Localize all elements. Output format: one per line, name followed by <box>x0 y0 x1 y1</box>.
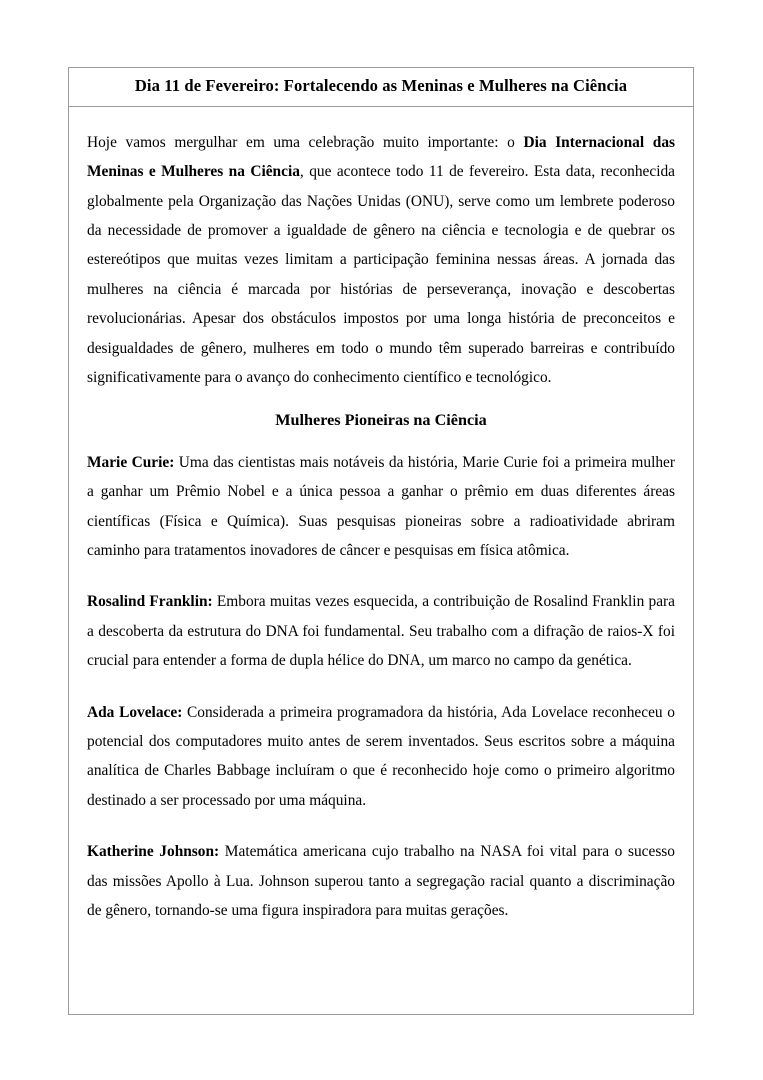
document-page <box>68 67 694 1015</box>
pioneer-paragraph-katherine-johnson <box>87 837 675 925</box>
pioneer-name-rosalind-franklin: Rosalind Franklin: <box>87 593 213 611</box>
body-area <box>77 107 685 926</box>
section-heading: Mulheres Pioneiras na Ciência <box>275 411 487 430</box>
pioneer-text-rosalind-franklin: Embora muitas vezes esquecida, a contribuição de Rosalind Franklin para a descoberta da estrutura do DNA foi fundamental. Seu trabalho com a difração de raios-X foi crucial para entender a forma de dupla hélice do DNA, um marco no campo da genética. <box>87 593 675 670</box>
pioneer-text-marie-curie: Uma das cientistas mais notáveis da história, Marie Curie foi a primeira mulher a ganhar um Prêmio Nobel e a única pessoa a ganhar o prêmio em duas diferentes áreas científicas (Física e Química). Suas pesquisas pioneiras sobre a radioatividade abriram caminho para tratamentos inovadores de câncer e pesquisas em física atômica. <box>87 453 675 560</box>
intro-bold-phrase: Dia Internacional das Meninas e Mulheres na Ciência <box>87 133 676 181</box>
pioneer-paragraph-ada-lovelace <box>87 698 675 816</box>
intro-text-part-1: Hoje vamos mergulhar em uma celebração muito importante: o <box>87 133 524 151</box>
pioneer-name-katherine-johnson: Katherine Johnson: <box>87 843 220 861</box>
pioneer-name-ada-lovelace: Ada Lovelace: <box>87 703 183 721</box>
pioneer-paragraph-rosalind-franklin <box>87 587 675 675</box>
spacer-1 <box>87 565 675 587</box>
pioneer-text-ada-lovelace: Considerada a primeira programadora da história, Ada Lovelace reconheceu o potencial dos computadores muito antes de serem inventados. Seus escritos sobre a máquina analítica de Charles Babbage incluíram o que é reconhecido hoje como o primeiro algoritmo destinado a ser processado por uma máquina. <box>87 703 676 809</box>
page-content <box>69 68 693 925</box>
intro-text-part-2: , que acontece todo 11 de fevereiro. Esta data, reconhecida globalmente pela Organização das Nações Unidas (ONU), serve como um lembrete poderoso da necessidade de promover a igualdade de gênero na ciência e tecnologia e de quebrar os estereótipos que muitas vezes limitam a participação feminina nessas áreas. A jornada das mulheres na ciência é marcada por histórias de perseverança, inovação e descobertas revolucionárias. Apesar dos obstáculos impostos por uma longa história de preconceitos e desigualdades de gênero, mulheres em todo o mundo têm superado barreiras e contribuído significativamente para o avanço do conhecimento científico e tecnológico. <box>87 163 675 386</box>
spacer-3 <box>87 815 675 837</box>
pioneer-text-katherine-johnson: Matemática americana cujo trabalho na NASA foi vital para o sucesso das missões Apollo à Lua. Johnson superou tanto a segregação racial quanto a discriminação de gênero, tornando-se uma figura inspiradora para muitas gerações. <box>87 843 675 920</box>
spacer-2 <box>87 676 675 698</box>
title-box <box>69 68 693 107</box>
spacer-after-title <box>87 107 675 128</box>
intro-paragraph <box>87 128 675 393</box>
page-title: Dia 11 de Fevereiro: Fortalecendo as Meninas e Mulheres na Ciência <box>134 76 628 95</box>
pioneer-paragraph-marie-curie <box>87 448 675 566</box>
pioneer-name-marie-curie: Marie Curie: <box>87 453 175 471</box>
